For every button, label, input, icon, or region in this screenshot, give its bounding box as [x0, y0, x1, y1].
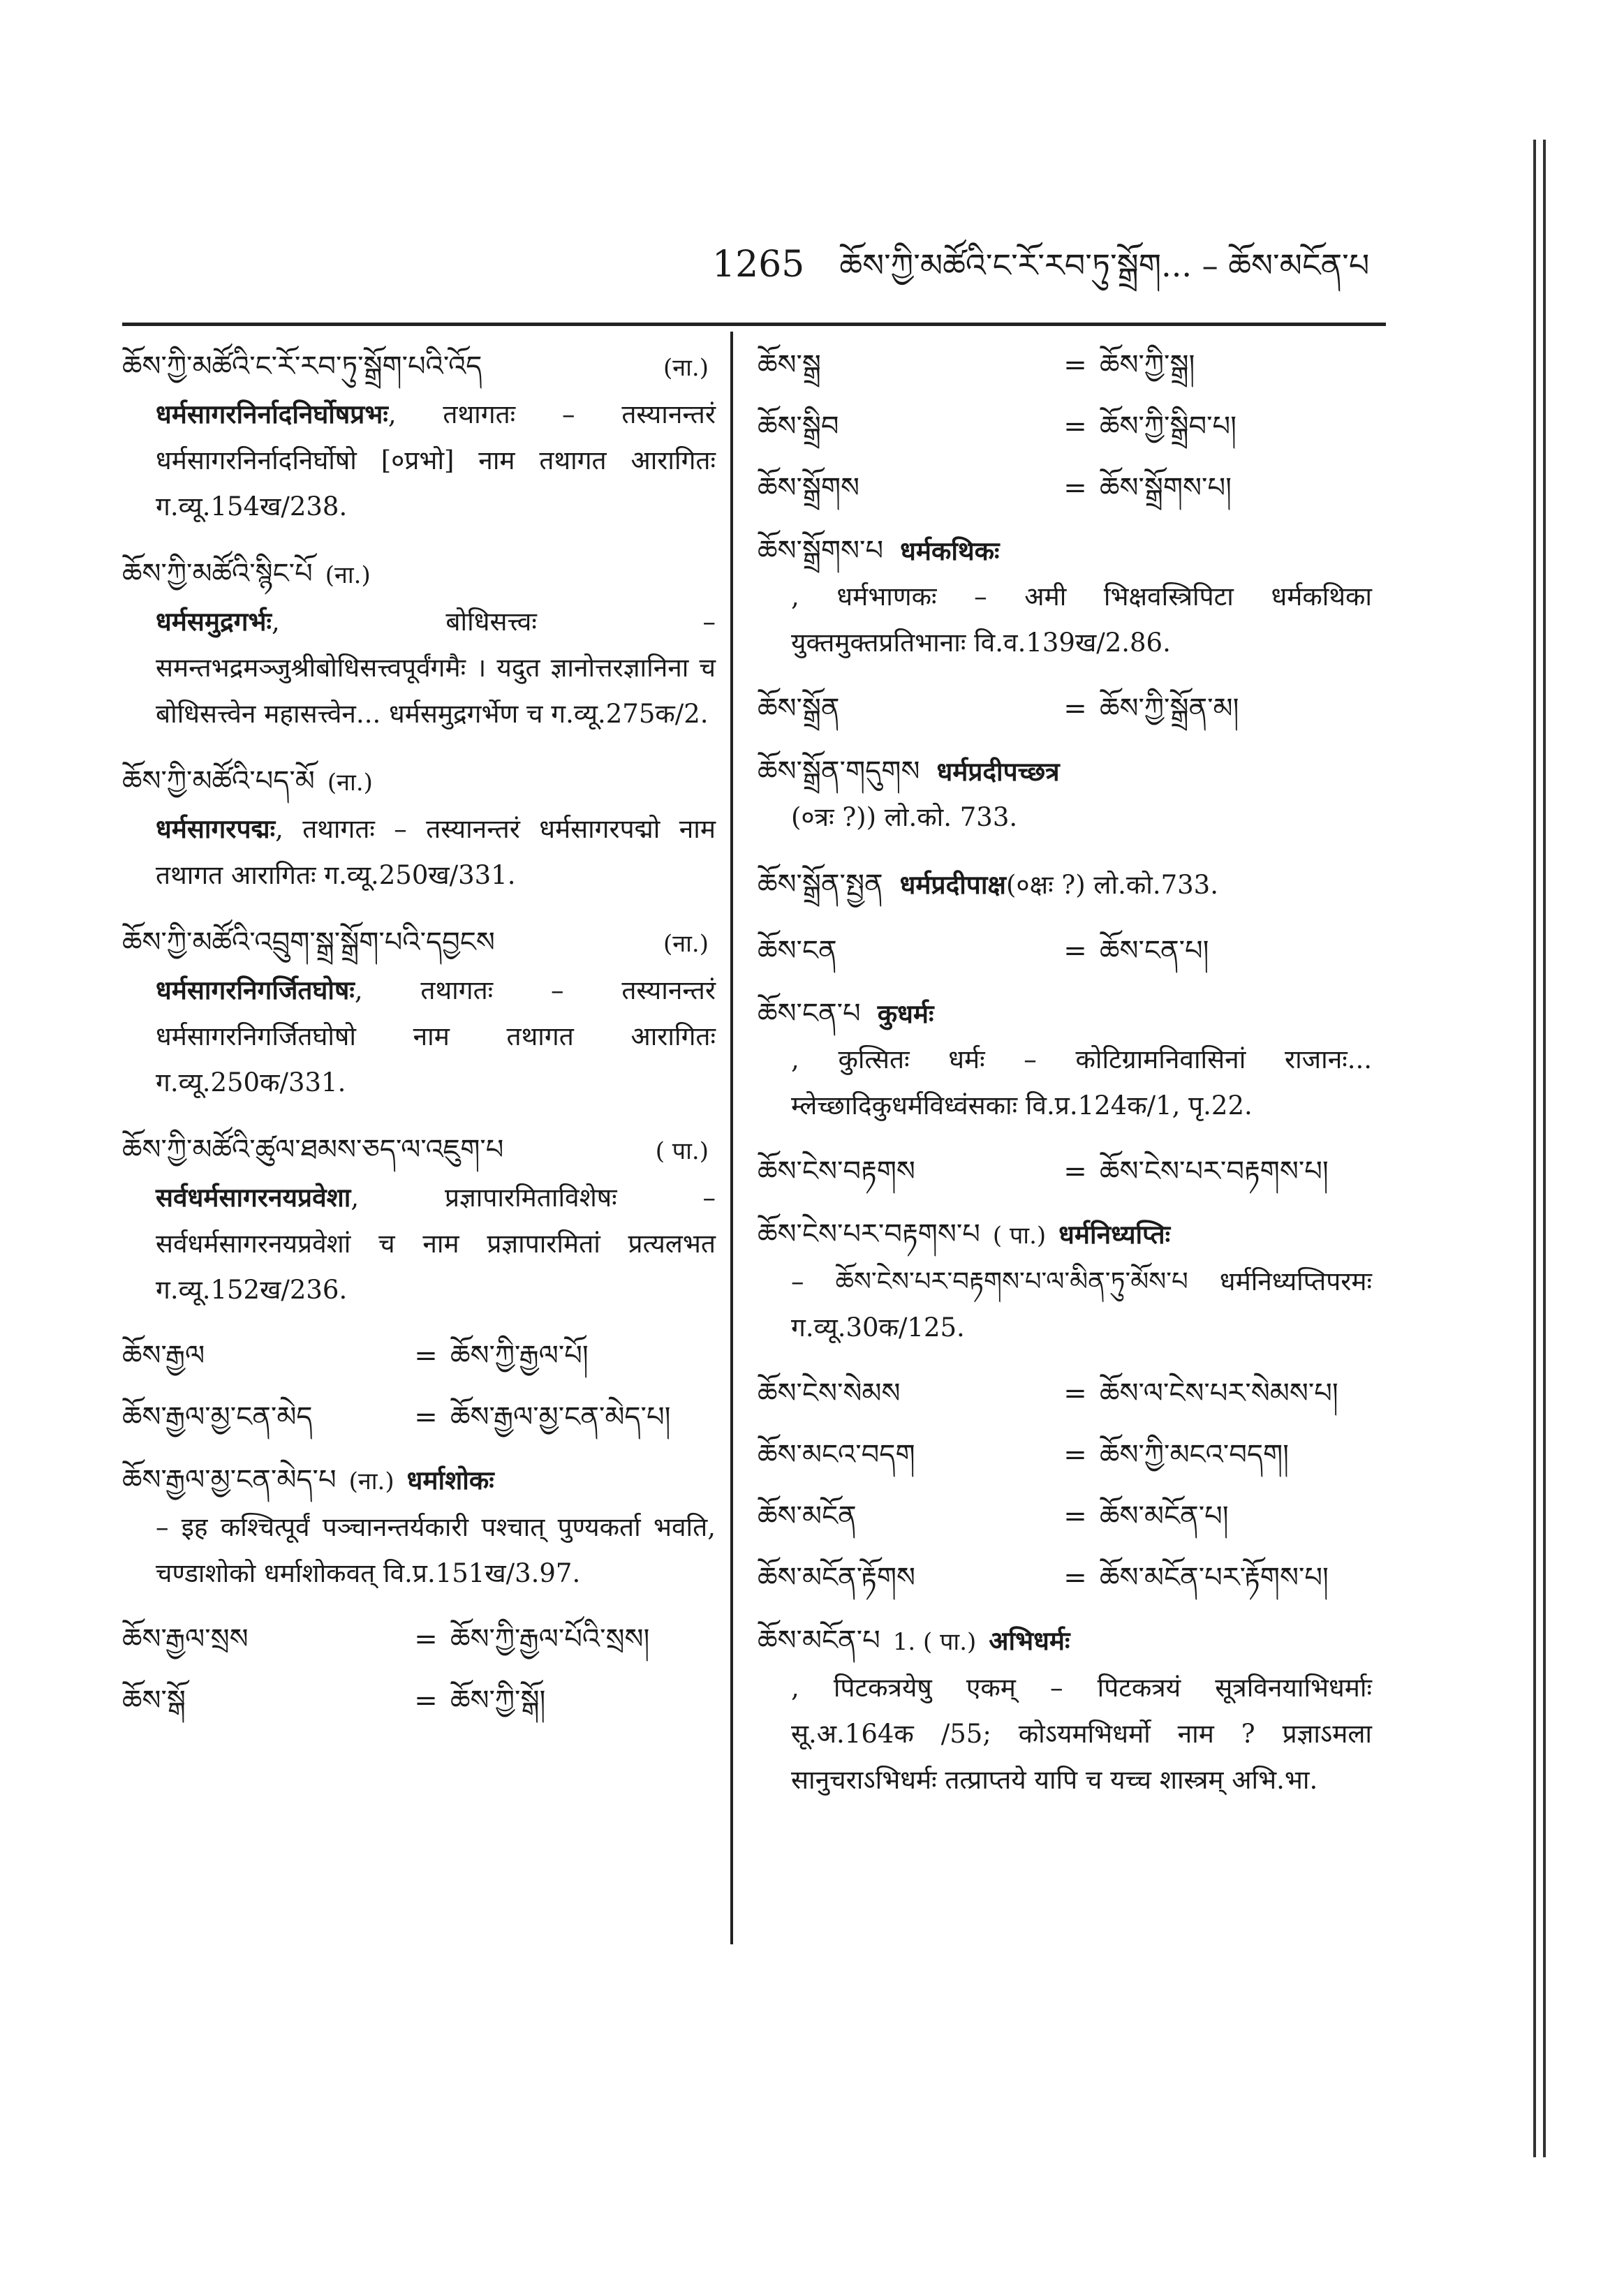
column-divider	[730, 332, 733, 1944]
cross-reference	[758, 1495, 1372, 1538]
xref-target: ཆོས་རྒྱལ་མྱ་ངན་མེད་པ།	[450, 1401, 671, 1433]
entry-term: ཆོས་སྒྲོགས་པ	[758, 535, 884, 567]
equals-sign: =	[1063, 472, 1087, 504]
equals-sign: =	[1063, 1155, 1087, 1188]
entry-lead: धर्मसमुद्रगर्भः	[156, 606, 272, 637]
entry-text: , धर्मभाणकः – अमी भिक्षवस्त्रिपिटा धर्मकथिका युक्तमुक्तप्रतिभानाः वि.व.139ख/2.86.	[791, 582, 1372, 658]
dictionary-entry	[122, 758, 716, 899]
dictionary-entry	[758, 1211, 1372, 1351]
xref-term: ཆོས་སྒོ	[122, 1685, 186, 1717]
dictionary-entry	[758, 528, 1372, 666]
entry-tag: (ना.)	[348, 1467, 394, 1495]
equals-sign: =	[1063, 1439, 1087, 1471]
dictionary-entry	[758, 862, 1372, 908]
equals-sign: =	[1063, 935, 1087, 967]
xref-target: ཆོས་ཀྱི་སྒྲིབ་པ།	[1100, 411, 1237, 443]
entry-text: , कुत्सितः धर्मः – कोटिग्रामनिवासिनां राजानः... म्लेच्छादिकुधर्मविध्वंसकाः वि.प्र.124क/1, पृ.22.	[791, 1044, 1372, 1121]
entry-text: , तथागतः – तस्यानन्तरं धर्मसागरनिर्नादनिर्घोषो [०प्रभो] नाम तथागत आरागितः ग.व्यू.154ख/238.	[156, 399, 716, 522]
entry-term: ཆོས་ངན་པ	[758, 998, 861, 1030]
entry-tag: (ना.)	[325, 561, 371, 589]
cross-reference	[758, 343, 1372, 387]
entry-tag: (ना.)	[327, 769, 373, 797]
entry-lead: धर्मसागरनिर्नादनिर्घोषप्रभः	[156, 399, 388, 429]
entry-tag: ( पा.)	[992, 1222, 1047, 1250]
xref-term: ཆོས་རྒྱལ་སྲས	[122, 1623, 249, 1655]
entry-term: ཆོས་སྒྲོན་སྤྱན	[758, 868, 883, 901]
xref-term: ཆོས་སྒྲིབ	[758, 411, 839, 443]
header-rule	[122, 323, 1386, 326]
cross-reference	[758, 1556, 1372, 1599]
right-column	[758, 343, 1372, 1824]
equals-sign: =	[1063, 693, 1087, 725]
xref-term: ཆོས་རྒྱལ	[122, 1340, 205, 1372]
xref-term: ཆོས་སྒྲོགས	[758, 472, 860, 504]
xref-target: ཆོས་མངོན་པ།	[1100, 1500, 1229, 1532]
equals-sign: =	[1063, 1377, 1087, 1410]
entry-term: ཆོས་ཀྱི་མཚོའི་འབྲུག་སྒྲ་སྒྲོག་པའི་དབྱངས	[122, 926, 495, 959]
cross-reference	[122, 1618, 716, 1661]
entry-term: ཆོས་ཀྱི་མཚོའི་ཚུལ་ཐམས་ཅད་ལ་འཇུག་པ	[122, 1134, 504, 1166]
entry-text: , प्रज्ञापारमिताविशेषः – सर्वधर्मसागरनयप्रवेशां च नाम प्रज्ञापारमितां प्रत्यलभत ग.व्यू.152ख/236.	[156, 1183, 716, 1305]
entry-lead: धर्मप्रदीपाक्ष	[899, 869, 1006, 900]
entry-lead: अभिधर्मः	[989, 1625, 1070, 1656]
xref-target: ཆོས་ངེས་པར་བརྟགས་པ།	[1100, 1155, 1329, 1188]
cross-reference	[758, 687, 1372, 730]
xref-term: ཆོས་མངོན་རྟོགས	[758, 1562, 915, 1594]
entry-text: , तथागतः – तस्यानन्तरं धर्मसागरपद्मो नाम तथागत आरागितः ग.व्यू.250ख/331.	[156, 814, 716, 890]
entry-lead: सर्वधर्मसागरनयप्रवेशा	[156, 1182, 351, 1213]
equals-sign: =	[1063, 1500, 1087, 1532]
dictionary-entry	[122, 551, 716, 737]
entry-lead: धर्मकथिकः	[900, 535, 1000, 566]
xref-term: ཆོས་ངེས་བརྟགས	[758, 1155, 915, 1188]
xref-term: ཆོས་མངའ་བདག	[758, 1439, 915, 1471]
cross-reference	[122, 1334, 716, 1377]
equals-sign: =	[1063, 411, 1087, 443]
xref-term: ཆོས་ངེས་སེམས	[758, 1377, 901, 1410]
entry-term: ཆོས་ཀྱི་མཚོའི་པད་མོ	[122, 765, 315, 797]
entry-term: ཆོས་ངེས་པར་བརྟགས་པ	[758, 1218, 980, 1250]
xref-term: ཆོས་མངོན	[758, 1500, 857, 1532]
xref-target: ཆོས་ཀྱི་མངའ་བདག།	[1100, 1439, 1290, 1471]
dictionary-entry	[758, 991, 1372, 1129]
entry-term: ཆོས་མངོན་པ	[758, 1625, 880, 1657]
dictionary-entry	[122, 1457, 716, 1597]
entry-term: ཆོས་རྒྱལ་མྱ་ངན་མེད་པ	[122, 1464, 337, 1496]
dictionary-entry	[758, 748, 1372, 841]
entry-lead: धर्मप्रदीपच्छत्र	[936, 756, 1060, 787]
entry-tag: (ना.)	[663, 930, 709, 958]
xref-target: ཆོས་ཀྱི་སྒྲ།	[1100, 349, 1195, 381]
xref-term: ཆོས་ངན	[758, 935, 837, 967]
entry-text: – ཆོས་ངེས་པར་བརྟགས་པ་ལ་མིན་ཏུ་མོས་པ धर्मनिध्यप्तिपरमः ग.व्यू.30क/125.	[791, 1266, 1372, 1343]
equals-sign: =	[414, 1685, 438, 1717]
entry-term: ཆོས་ཀྱི་མཚོའི་ང་རོ་རབ་ཏུ་སྒྲོག་པའི་འོད	[122, 350, 482, 383]
cross-reference	[758, 929, 1372, 973]
entry-text: – इह कश्चित्पूर्वं पञ्चानन्तर्यकारी पश्चात् पुण्यकर्ता भवति, चण्डाशोको धर्माशोकवत् वि.प्र.151ख/3.97.	[156, 1512, 716, 1588]
xref-target: ཆོས་སྒྲོགས་པ།	[1100, 472, 1232, 504]
equals-sign: =	[414, 1340, 438, 1372]
entry-term: ཆོས་ཀྱི་མཚོའི་སྙིང་པོ	[122, 558, 313, 590]
cross-reference	[758, 1433, 1372, 1477]
page-number: 1265	[712, 244, 805, 286]
entry-text: , पिटकत्रयेषु एकम् – पिटकत्रयं सूत्रविनयाभिधर्माः सू.अ.164क /55; कोऽयमभिधर्मो नाम ? प्रज्ञाऽमला सानुचराऽभिधर्मः तत्प्राप्तये यापि च यच्च शास्त्रम् अभि.भा.	[791, 1673, 1372, 1795]
equals-sign: =	[1063, 1562, 1087, 1594]
entry-term: ཆོས་སྒྲོན་གདུགས	[758, 755, 920, 788]
dictionary-entry	[122, 1127, 716, 1313]
cross-reference	[758, 1372, 1372, 1415]
equals-sign: =	[414, 1623, 438, 1655]
entry-text: , तथागतः – तस्यानन्तरं धर्मसागरनिगर्जितघोषो नाम तथागत आरागितः ग.व्यू.250क/331.	[156, 975, 716, 1097]
entry-lead: धर्मनिध्यप्तिः	[1058, 1219, 1171, 1250]
entry-tag: (ना.)	[663, 354, 709, 382]
xref-target: ཆོས་ཀྱི་རྒྱལ་པོའི་སྲས།	[450, 1623, 650, 1655]
entry-text: (०क्षः ?) लो.को.733.	[1005, 870, 1218, 900]
entry-text: (०त्रः ?)) लो.को. 733.	[791, 802, 1018, 832]
xref-term: ཆོས་རྒྱལ་མྱ་ངན་མེད	[122, 1401, 313, 1433]
right-edge-rule	[1533, 140, 1546, 2157]
xref-term: ཆོས་སྒྲ	[758, 349, 821, 381]
xref-target: ཆོས་མངོན་པར་རྟོགས་པ།	[1100, 1562, 1329, 1594]
cross-reference	[758, 405, 1372, 448]
entry-lead: कुधर्मः	[877, 998, 934, 1029]
cross-reference	[122, 1396, 716, 1439]
entry-lead: धर्मसागरनिगर्जितघोषः	[156, 975, 355, 1005]
entry-lead: धर्माशोकः	[406, 1465, 494, 1495]
dictionary-entry	[122, 919, 716, 1106]
cross-reference	[122, 1679, 716, 1722]
dictionary-entry	[122, 343, 716, 530]
cross-reference	[758, 466, 1372, 510]
entry-text: , बोधिसत्त्वः – समन्तभद्रमञ्जुश्रीबोधिसत्त्वपूर्वंगमैः । यदुत ज्ञानोत्तरज्ञानिना च बोधिसत्त्वेन महासत्त्वेन... धर्मसमुद्रगर्भेण च ग.व्यू.275क/2.	[156, 607, 716, 729]
entry-lead: धर्मसागरपद्मः	[156, 813, 276, 844]
xref-target: ཆོས་ལ་ངེས་པར་སེམས་པ།	[1100, 1377, 1338, 1410]
entry-tag: ( पा.)	[655, 1137, 709, 1165]
entry-tag: 1. ( पा.)	[892, 1628, 977, 1656]
equals-sign: =	[414, 1401, 438, 1433]
page-header	[712, 230, 1382, 320]
xref-target: ཆོས་ཀྱི་རྒྱལ་པོ།	[450, 1340, 589, 1372]
xref-term: ཆོས་སྒྲོན	[758, 693, 840, 725]
xref-target: ཆོས་ངན་པ།	[1100, 935, 1209, 967]
equals-sign: =	[1063, 349, 1087, 381]
running-title: ཆོས་ཀྱི་མཚོའི་ང་རོ་རབ་ཏུ་སྒྲོག... – ཆོས་མངོན་པ	[839, 246, 1370, 284]
left-column	[122, 343, 716, 1740]
dictionary-entry	[758, 1618, 1372, 1803]
cross-reference	[758, 1150, 1372, 1193]
xref-target: ཆོས་ཀྱི་སྒོ།	[450, 1685, 546, 1717]
xref-target: ཆོས་ཀྱི་སྒྲོན་མ།	[1100, 693, 1239, 725]
